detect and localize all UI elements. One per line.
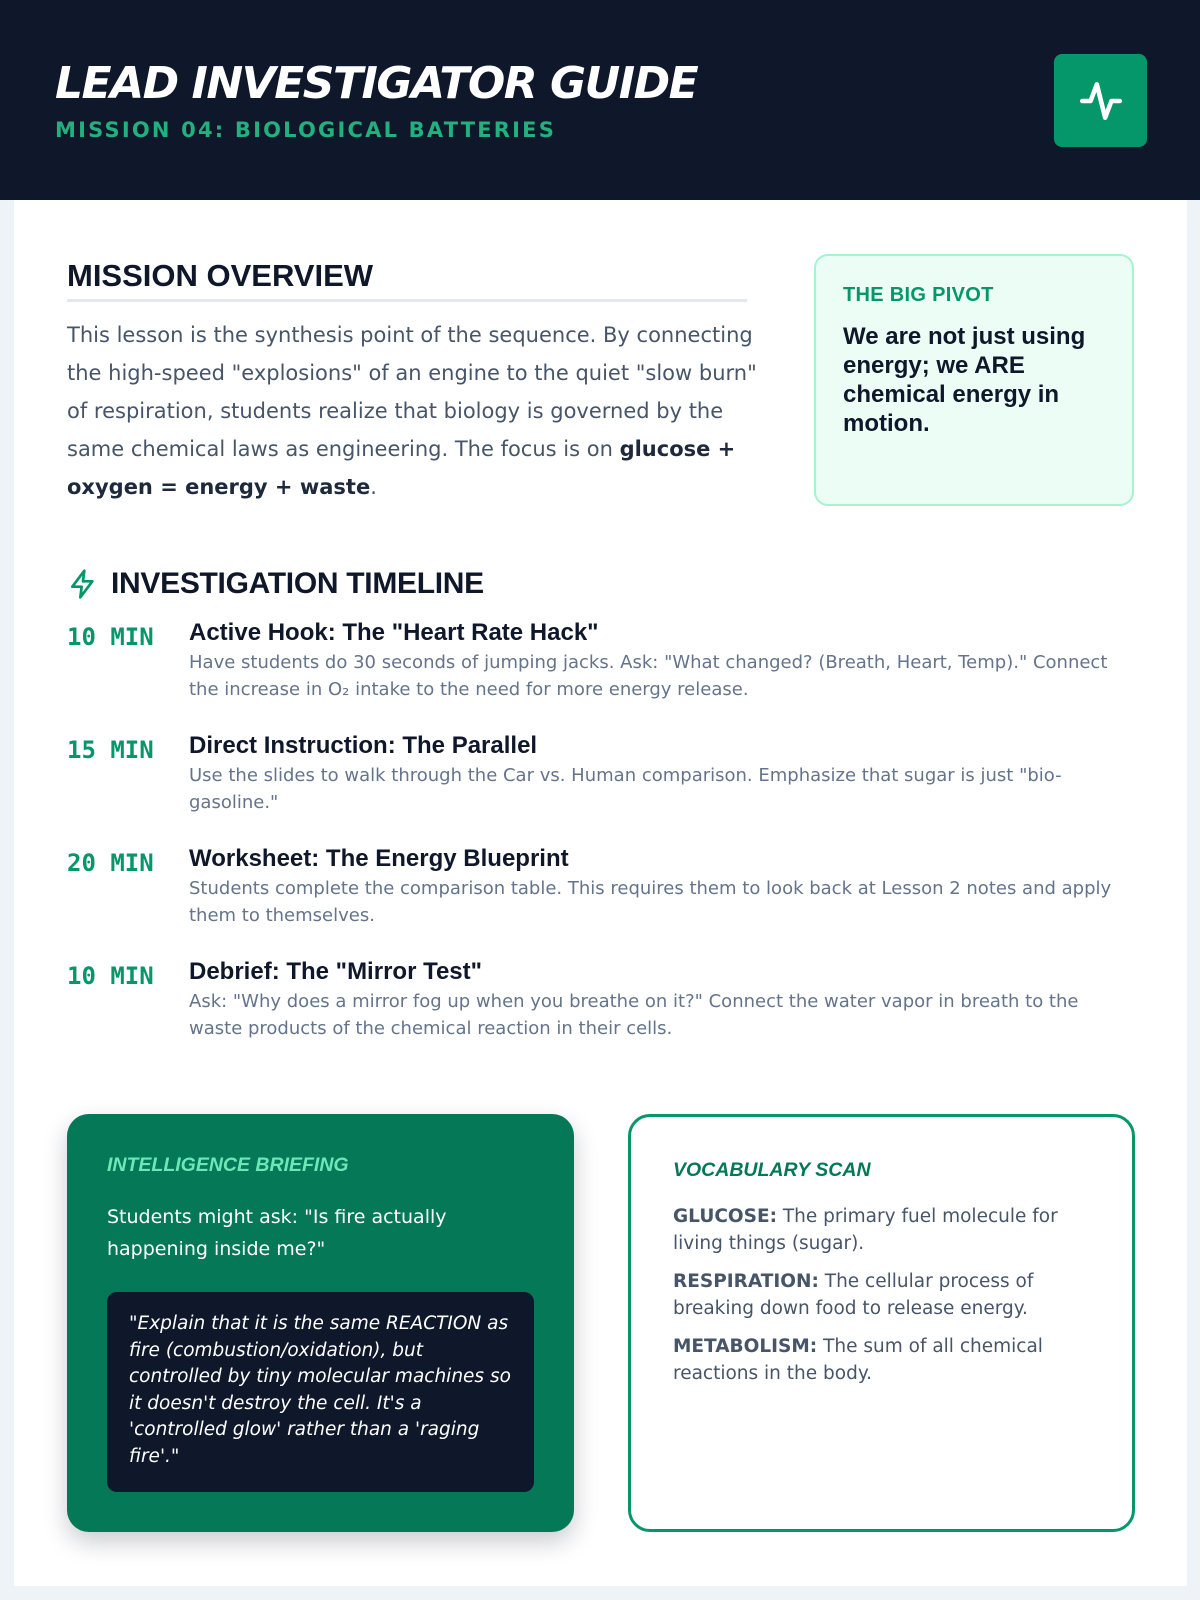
vocabulary-definition: The sum of all chemical reactions in the body. xyxy=(673,1336,1043,1384)
pivot-text: We are not just using energy; we ARE chemical energy in motion. xyxy=(843,323,1086,437)
vocabulary-scan-panel xyxy=(628,1114,1135,1532)
timeline-title: INVESTIGATION TIMELINE xyxy=(111,567,484,600)
timeline-content xyxy=(189,731,1137,844)
timeline-item xyxy=(67,731,1137,844)
timeline-content xyxy=(189,618,1137,731)
timeline-item xyxy=(67,957,1137,1070)
overview-heading: MISSION OVERVIEW xyxy=(67,258,747,302)
mission-subtitle: MISSION 04: BIOLOGICAL BATTERIES xyxy=(55,118,557,142)
pulse-icon xyxy=(1054,54,1147,147)
timeline-item-description: Use the slides to walk through the Car vs. Human comparison. Emphasize that sugar is just "bio-gasoline." xyxy=(189,765,1062,813)
timeline-list xyxy=(67,618,1137,1070)
timeline-content xyxy=(189,844,1137,957)
vocabulary-label: VOCABULARY SCAN xyxy=(673,1159,871,1181)
timeline-duration: 10 MIN xyxy=(67,623,154,651)
timeline-item-title: Worksheet: The Energy Blueprint xyxy=(189,845,569,872)
vocabulary-definition: The cellular process of breaking down food to release energy. xyxy=(673,1271,1034,1319)
vocabulary-item xyxy=(673,1268,1073,1322)
timeline-duration: 15 MIN xyxy=(67,736,154,764)
vocabulary-term: RESPIRATION: xyxy=(673,1271,819,1292)
vocabulary-definition: The primary fuel molecule for living things (sugar). xyxy=(673,1206,1058,1254)
timeline-item-description: Ask: "Why does a mirror fog up when you breathe on it?" Connect the water vapor in breath to the waste products of the chemical reaction in their cells. xyxy=(189,991,1079,1039)
overview-body-end: . xyxy=(370,475,377,499)
timeline-item-title: Direct Instruction: The Parallel xyxy=(189,732,538,759)
overview-body-text: This lesson is the synthesis point of the sequence. By connecting the high-speed "explosions" of an engine to the quiet "slow burn" of respiration, students realize that biology is governed by the same chemical laws as engineering. The focus is on xyxy=(67,323,757,461)
timeline-header xyxy=(67,564,484,604)
vocabulary-term: GLUCOSE: xyxy=(673,1206,777,1227)
timeline-item-description: Students complete the comparison table. This requires them to look back at Lesson 2 notes and apply them to themselves. xyxy=(189,878,1112,926)
vocabulary-term: METABOLISM: xyxy=(673,1336,818,1357)
vocabulary-list xyxy=(673,1203,1073,1398)
vocabulary-item xyxy=(673,1203,1073,1257)
intelligence-question: Students might ask: "Is fire actually happening inside me?" xyxy=(107,1206,447,1260)
big-pivot-callout xyxy=(814,254,1134,506)
overview-text xyxy=(67,316,772,506)
intelligence-briefing-panel xyxy=(67,1114,574,1532)
timeline-item-description: Have students do 30 seconds of jumping jacks. Ask: "What changed? (Breath, Heart, Temp)." Connect the increase in O₂ intake to the need for more energy release. xyxy=(189,652,1108,700)
lightning-bolt-icon xyxy=(67,568,99,600)
timeline-duration: 10 MIN xyxy=(67,962,154,990)
vocabulary-item xyxy=(673,1333,1073,1387)
guide-title: LEAD INVESTIGATOR GUIDE xyxy=(55,58,698,109)
header xyxy=(0,0,1200,200)
intelligence-quote: "Explain that it is the same REACTION as fire (combustion/oxidation), but controlled by tiny molecular machines so it doesn't destroy the cell. It's a 'controlled glow' rather than a 'raging fire'." xyxy=(107,1292,534,1492)
timeline-item xyxy=(67,844,1137,957)
pivot-label: THE BIG PIVOT xyxy=(843,284,994,306)
guide-card xyxy=(14,200,1187,1586)
overview-equation: glucose + oxygen = energy + waste xyxy=(67,437,736,499)
timeline-item-title: Active Hook: The "Heart Rate Hack" xyxy=(189,619,599,646)
intelligence-label: INTELLIGENCE BRIEFING xyxy=(107,1154,349,1176)
timeline-duration: 20 MIN xyxy=(67,849,154,877)
timeline-content xyxy=(189,957,1137,1070)
timeline-item-title: Debrief: The "Mirror Test" xyxy=(189,958,483,985)
timeline-item xyxy=(67,618,1137,731)
